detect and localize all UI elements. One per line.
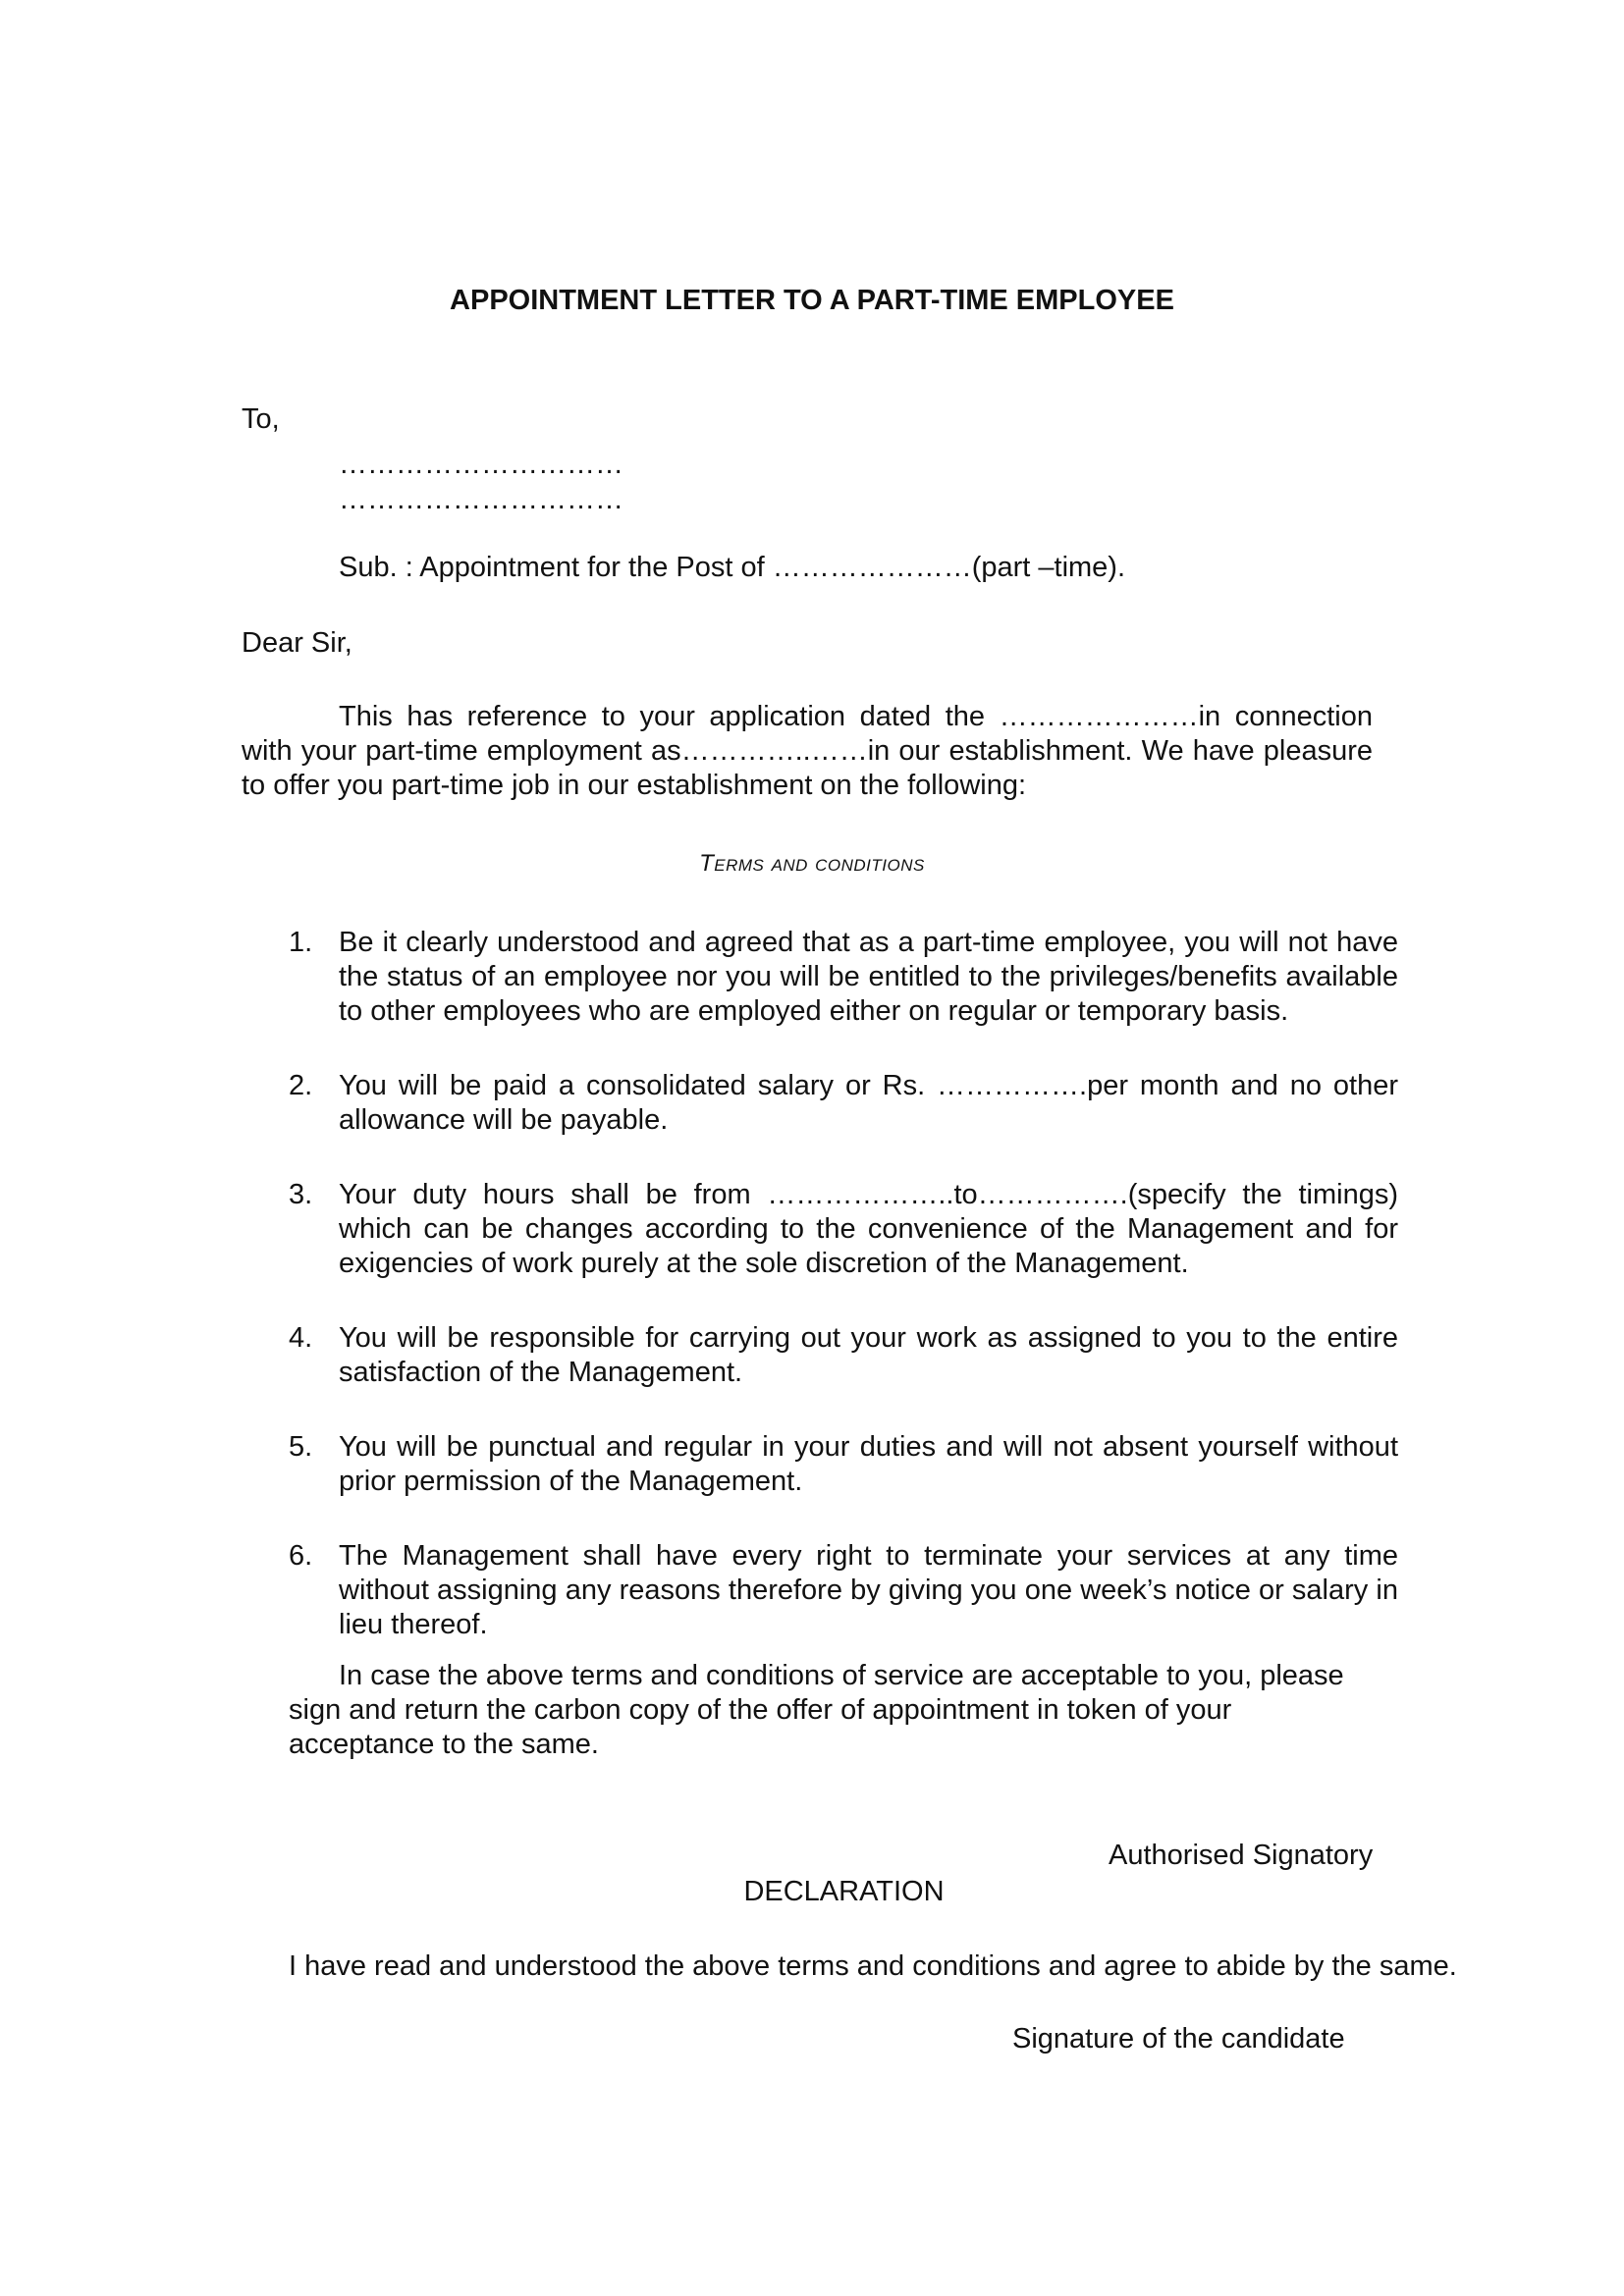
- candidate-signature: Signature of the candidate: [1012, 2023, 1345, 2055]
- term-text: You will be paid a consolidated salary or Rs. …………….per month and no other allowance will be payable.: [339, 1070, 1398, 1136]
- document-title: APPOINTMENT LETTER TO A PART-TIME EMPLOYEE: [450, 285, 1174, 316]
- term-number: 5.: [289, 1431, 313, 1463]
- term-text: Be it clearly understood and agreed that as a part-time employee, you will not have the status of an employee nor you will be entitled to the privileges/benefits available to other employees who are employed either on regular or temporary basis.: [339, 927, 1398, 1027]
- term-item: [289, 1178, 1398, 1281]
- term-text: Your duty hours shall be from ………………..to…………….(specify the timings) which can be changes according to the convenience of the Management and for exigencies of work purely at the sole discretion of the Management.: [339, 1179, 1398, 1279]
- term-item: [289, 926, 1398, 1029]
- declaration-heading: DECLARATION: [743, 1876, 945, 1907]
- term-number: 2.: [289, 1070, 313, 1101]
- term-item: [289, 1430, 1398, 1499]
- term-item: [289, 1321, 1398, 1390]
- term-number: 6.: [289, 1540, 313, 1572]
- salutation: Dear Sir,: [242, 627, 352, 659]
- term-number: 4.: [289, 1322, 313, 1354]
- terms-list: [289, 926, 1398, 1682]
- term-item: [289, 1069, 1398, 1138]
- to-label: To,: [242, 403, 280, 435]
- intro-paragraph: This has reference to your application dated the …………………in connection with your part-time employment as…………..……in our establishment. We have pleasure to offer you part-time job in our establishment on the following:: [242, 701, 1373, 801]
- address-line-2: …………………………: [339, 484, 623, 515]
- term-text: The Management shall have every right to terminate your services at any time without assigning any reasons therefore by giving you one week’s notice or salary in lieu thereof.: [339, 1540, 1398, 1640]
- term-item: [289, 1539, 1398, 1642]
- term-text: You will be punctual and regular in your duties and will not absent yourself without prior permission of the Management.: [339, 1431, 1398, 1497]
- term-number: 1.: [289, 927, 313, 958]
- term-number: 3.: [289, 1179, 313, 1210]
- address-line-1: …………………………: [339, 449, 623, 480]
- term-text: You will be responsible for carrying out your work as assigned to you to the entire satisfaction of the Management.: [339, 1322, 1398, 1388]
- terms-heading: Terms and conditions: [699, 850, 925, 877]
- declaration-text: I have read and understood the above terms and conditions and agree to abide by the same.: [289, 1950, 1457, 1982]
- authorised-signatory: Authorised Signatory: [1109, 1840, 1374, 1871]
- subject-line: Sub. : Appointment for the Post of …………………(part –time).: [339, 552, 1126, 583]
- closing-paragraph: In case the above terms and conditions of service are acceptable to you, please sign and return the carbon copy of the offer of appointment in token of your acceptance to the same.: [289, 1660, 1344, 1760]
